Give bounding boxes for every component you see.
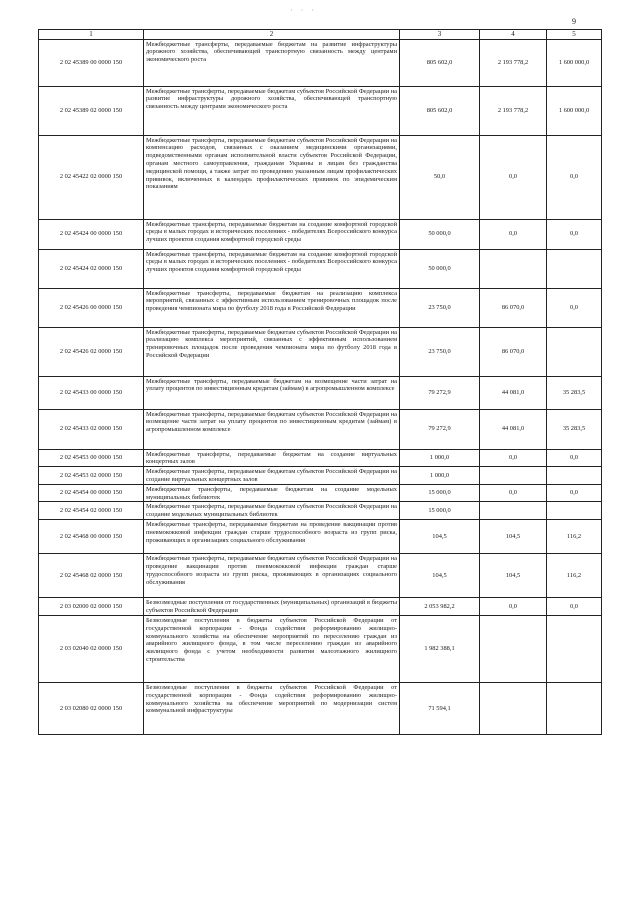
value-col4: 104,5 bbox=[480, 554, 547, 598]
value-col4: 0,0 bbox=[480, 484, 547, 502]
column-header: 2 bbox=[144, 30, 400, 40]
row-code: 2 02 45424 00 0000 150 bbox=[39, 219, 144, 249]
row-code: 2 03 02080 02 0000 150 bbox=[39, 683, 144, 735]
budget-table bbox=[38, 29, 602, 735]
value-col3: 23 750,0 bbox=[400, 327, 480, 376]
table-header-row bbox=[39, 30, 602, 40]
row-description: Межбюджетные трансферты, передаваемые бюджетам субъектов Российской Федерации на возмещение части затрат на уплату процентов по инвестиционным кредитам (займам) в агропромышленном комплексе bbox=[144, 409, 400, 449]
value-col3: 15 000,0 bbox=[400, 502, 480, 520]
row-description: Межбюджетные трансферты, передаваемые бюджетам субъектов Российской Федерации на создание модельных муниципальных библиотек bbox=[144, 502, 400, 520]
row-code: 2 03 02040 02 0000 150 bbox=[39, 616, 144, 683]
value-col3: 805 602,0 bbox=[400, 86, 480, 135]
value-col4 bbox=[480, 616, 547, 683]
value-col5: 0,0 bbox=[547, 484, 602, 502]
value-col3: 104,5 bbox=[400, 520, 480, 554]
value-col4: 0,0 bbox=[480, 449, 547, 467]
value-col3: 1 982 388,1 bbox=[400, 616, 480, 683]
value-col4 bbox=[480, 249, 547, 288]
row-code: 2 02 45426 00 0000 150 bbox=[39, 288, 144, 327]
scan-artifact-top: · · · bbox=[290, 6, 317, 15]
table-row bbox=[39, 598, 602, 616]
value-col5: 116,2 bbox=[547, 554, 602, 598]
row-code: 2 02 45454 02 0000 150 bbox=[39, 502, 144, 520]
value-col3: 79 272,9 bbox=[400, 376, 480, 409]
row-description: Межбюджетные трансферты, передаваемые бюджетам на проведение вакцинации против пневмококковой инфекции граждан старше трудоспособного возраста из групп риска, проживающих в организациях социального обслуживания bbox=[144, 520, 400, 554]
value-col5: 1 600 000,0 bbox=[547, 39, 602, 86]
row-description: Межбюджетные трансферты, передаваемые бюджетам на развитие инфраструктуры дорожного хозяйства, обеспечивающей транспортную связанность между центрами экономического роста bbox=[144, 39, 400, 86]
table-row bbox=[39, 683, 602, 735]
value-col3: 1 000,0 bbox=[400, 449, 480, 467]
value-col3: 15 000,0 bbox=[400, 484, 480, 502]
value-col5: 1 600 000,0 bbox=[547, 86, 602, 135]
table-row bbox=[39, 520, 602, 554]
column-header: 5 bbox=[547, 30, 602, 40]
table-row bbox=[39, 616, 602, 683]
value-col4 bbox=[480, 502, 547, 520]
table-row bbox=[39, 288, 602, 327]
table-row bbox=[39, 86, 602, 135]
table-row bbox=[39, 327, 602, 376]
value-col5: 0,0 bbox=[547, 598, 602, 616]
value-col3: 2 053 982,2 bbox=[400, 598, 480, 616]
row-code: 2 03 02000 02 0000 150 bbox=[39, 598, 144, 616]
column-header: 3 bbox=[400, 30, 480, 40]
value-col4: 0,0 bbox=[480, 598, 547, 616]
row-code: 2 02 45424 02 0000 150 bbox=[39, 249, 144, 288]
row-description: Межбюджетные трансферты, передаваемые бюджетам субъектов Российской Федерации на развитие инфраструктуры дорожного хозяйства, обеспечивающей транспортную связанность между центрами экономического роста bbox=[144, 86, 400, 135]
value-col3: 104,5 bbox=[400, 554, 480, 598]
row-description: Межбюджетные трансферты, передаваемые бюджетам субъектов Российской Федерации на компенсацию расходов, связанных с оказанием медицинскими организациями, подведомственными органам исполнительной власти субъектов Российской Федерации, органам местного самоуправления, гражданам Украины и лицам без гражданства медицинской помощи, а также затрат по проведению указанным лицам профилактических прививок, включенных в календарь профилактических прививок по эпидемическим показаниям bbox=[144, 135, 400, 219]
value-col4: 2 193 778,2 bbox=[480, 39, 547, 86]
value-col5: 0,0 bbox=[547, 219, 602, 249]
row-description: Межбюджетные трансферты, передаваемые бюджетам на создание виртуальных концертных залов bbox=[144, 449, 400, 467]
value-col5 bbox=[547, 502, 602, 520]
column-header: 4 bbox=[480, 30, 547, 40]
row-description: Межбюджетные трансферты, передаваемые бюджетам на создание модельных муниципальных библиотек bbox=[144, 484, 400, 502]
table-row bbox=[39, 502, 602, 520]
value-col5: 35 283,5 bbox=[547, 409, 602, 449]
row-description: Межбюджетные трансферты, передаваемые бюджетам на реализацию комплекса мероприятий, связанных с эффективным использованием тренировочных площадок после проведения чемпионата мира по футболу 2018 года в Российской Федерации bbox=[144, 288, 400, 327]
row-code: 2 02 45389 02 0000 150 bbox=[39, 86, 144, 135]
value-col3: 50,0 bbox=[400, 135, 480, 219]
value-col4: 86 070,0 bbox=[480, 288, 547, 327]
value-col5: 116,2 bbox=[547, 520, 602, 554]
row-code: 2 02 45422 02 0000 150 bbox=[39, 135, 144, 219]
value-col4: 104,5 bbox=[480, 520, 547, 554]
value-col5 bbox=[547, 327, 602, 376]
row-code: 2 02 45468 00 0000 150 bbox=[39, 520, 144, 554]
table-row bbox=[39, 376, 602, 409]
value-col5 bbox=[547, 249, 602, 288]
value-col4: 2 193 778,2 bbox=[480, 86, 547, 135]
column-header: 1 bbox=[39, 30, 144, 40]
value-col4: 44 081,0 bbox=[480, 376, 547, 409]
value-col3: 805 602,0 bbox=[400, 39, 480, 86]
value-col4: 86 070,0 bbox=[480, 327, 547, 376]
row-code: 2 02 45453 02 0000 150 bbox=[39, 467, 144, 485]
value-col3: 1 000,0 bbox=[400, 467, 480, 485]
value-col3: 71 594,1 bbox=[400, 683, 480, 735]
row-code: 2 02 45433 02 0000 150 bbox=[39, 409, 144, 449]
value-col4: 44 081,0 bbox=[480, 409, 547, 449]
value-col5: 35 283,5 bbox=[547, 376, 602, 409]
row-code: 2 02 45389 00 0000 150 bbox=[39, 39, 144, 86]
row-code: 2 02 45454 00 0000 150 bbox=[39, 484, 144, 502]
table-row bbox=[39, 467, 602, 485]
page-number: 9 bbox=[572, 17, 576, 26]
value-col5: 0,0 bbox=[547, 135, 602, 219]
row-code: 2 02 45453 00 0000 150 bbox=[39, 449, 144, 467]
row-description: Межбюджетные трансферты, передаваемые бюджетам субъектов Российской Федерации на проведение вакцинации против пневмококковой инфекции граждан старше трудоспособного возраста из групп риска, проживающих в организациях социального обслуживания bbox=[144, 554, 400, 598]
row-description: Безвозмездные поступления от государственных (муниципальных) организаций в бюджеты субъектов Российской Федерации bbox=[144, 598, 400, 616]
table-row bbox=[39, 39, 602, 86]
table-row bbox=[39, 449, 602, 467]
row-description: Межбюджетные трансферты, передаваемые бюджетам субъектов Российской Федерации на создание виртуальных концертных залов bbox=[144, 467, 400, 485]
value-col4: 0,0 bbox=[480, 219, 547, 249]
row-description: Межбюджетные трансферты, передаваемые бюджетам на возмещение части затрат на уплату процентов по инвестиционным кредитам (займам) в агропромышленном комплексе bbox=[144, 376, 400, 409]
row-description: Межбюджетные трансферты, передаваемые бюджетам субъектов Российской Федерации на реализацию комплекса мероприятий, связанных с эффективным использованием тренировочных площадок после проведения чемпионата мира по футболу 2018 года в Российской Федерации bbox=[144, 327, 400, 376]
value-col5 bbox=[547, 683, 602, 735]
row-code: 2 02 45426 02 0000 150 bbox=[39, 327, 144, 376]
table-row bbox=[39, 249, 602, 288]
table-row bbox=[39, 484, 602, 502]
table-row bbox=[39, 409, 602, 449]
table-row bbox=[39, 219, 602, 249]
table-row bbox=[39, 135, 602, 219]
value-col3: 50 000,0 bbox=[400, 219, 480, 249]
row-description: Межбюджетные трансферты, передаваемые бюджетам на создание комфортной городской среды в малых городах и исторических поселениях - победителях Всероссийского конкурса лучших проектов создания комфортной городской среды bbox=[144, 249, 400, 288]
value-col5: 0,0 bbox=[547, 449, 602, 467]
value-col5: 0,0 bbox=[547, 288, 602, 327]
row-description: Безвозмездные поступления в бюджеты субъектов Российской Федерации от государственной корпорации - Фонда содействия реформированию жилищно-коммунального хозяйства на обеспечение мероприятий по модернизации систем коммунальной инфраструктуры bbox=[144, 683, 400, 735]
table-row bbox=[39, 554, 602, 598]
value-col5 bbox=[547, 616, 602, 683]
row-description: Межбюджетные трансферты, передаваемые бюджетам на создание комфортной городской среды в малых городах и исторических поселениях - победителях Всероссийского конкурса лучших проектов создания комфортной городской среды bbox=[144, 219, 400, 249]
value-col3: 79 272,9 bbox=[400, 409, 480, 449]
value-col3: 50 000,0 bbox=[400, 249, 480, 288]
row-code: 2 02 45433 00 0000 150 bbox=[39, 376, 144, 409]
value-col4 bbox=[480, 683, 547, 735]
row-code: 2 02 45468 02 0000 150 bbox=[39, 554, 144, 598]
row-description: Безвозмездные поступления в бюджеты субъектов Российской Федерации от государственной корпорации - Фонда содействия реформированию жилищно-коммунального хозяйства на обеспечение мероприятий по переселению граждан из аварийного жилищного фонда, в том числе переселению граждан из аварийного жилищного фонда с учетом необходимости развития малоэтажного жилищного строительства bbox=[144, 616, 400, 683]
value-col4: 0,0 bbox=[480, 135, 547, 219]
value-col4 bbox=[480, 467, 547, 485]
value-col3: 23 750,0 bbox=[400, 288, 480, 327]
value-col5 bbox=[547, 467, 602, 485]
